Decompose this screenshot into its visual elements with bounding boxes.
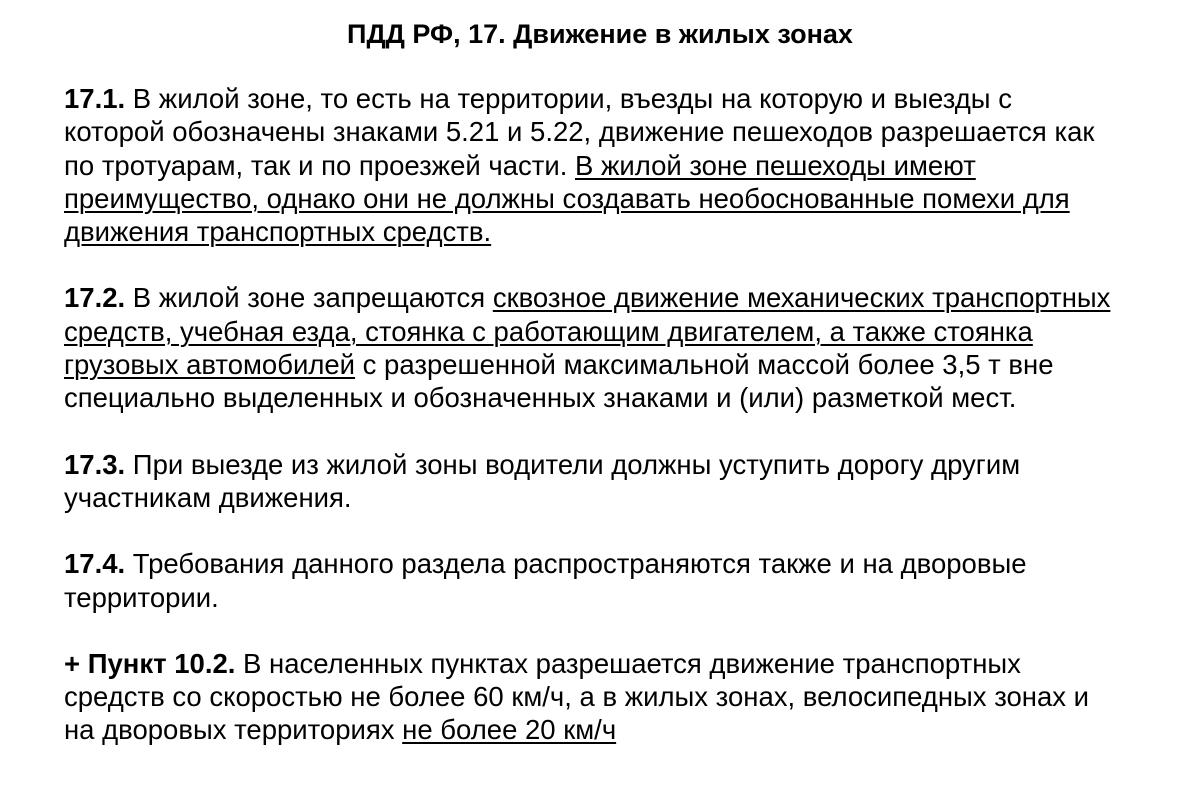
- paragraph-17-2: [64, 281, 1114, 414]
- paragraph-number: + Пункт 10.2.: [64, 647, 236, 679]
- paragraph-17-4: [64, 547, 1094, 614]
- underlined-text: не более 20 км/ч: [402, 714, 617, 746]
- paragraph-number: 17.2.: [64, 282, 126, 314]
- paragraph-text: В населенных пунктах разрешается движение транспортных средств со скоростью не более 60 км/ч, а в жилых зонах, велосипедных зонах и на дворовых территориях: [64, 647, 1090, 746]
- paragraph-number: 17.4.: [64, 548, 126, 580]
- paragraph-17-3: [64, 448, 1094, 515]
- paragraph-number: 17.3.: [64, 448, 126, 480]
- paragraph-text: В жилой зоне запрещаются: [125, 282, 493, 314]
- paragraph-text: В жилой зоне, то есть на территории, въезды на которую и выезды с которой обозначены знаками 5.21 и 5.22, движение пешеходов разрешается как по тротуарам, так и по проезжей части.: [64, 83, 1095, 181]
- paragraph-10-2: [64, 647, 1094, 747]
- paragraph-17-1: [64, 82, 1114, 248]
- paragraph-text: Требования данного раздела распространяются также и на дворовые территории.: [64, 548, 1027, 613]
- paragraph-text-tail: с разрешенной максимальной массой более 3,5 т вне специально выделенных и обозначенных знаками и (или) разметкой мест.: [64, 349, 1054, 414]
- underlined-text: В жилой зоне пешеходы имеют преимущество, однако они не должны создавать необоснованные помехи для движения транспортных средств.: [64, 149, 1070, 248]
- document-title: ПДД РФ, 17. Движение в жилых зонах: [347, 19, 853, 49]
- paragraph-number: 17.1.: [64, 83, 126, 114]
- paragraph-text: При выезде из жилой зоны водители должны уступить дорогу другим участникам движения.: [64, 448, 1021, 513]
- underlined-text: сквозное движение механических транспортных средств, учебная езда, стоянка с работающим двигателем, а также стоянка грузовых автомобилей: [64, 282, 1111, 381]
